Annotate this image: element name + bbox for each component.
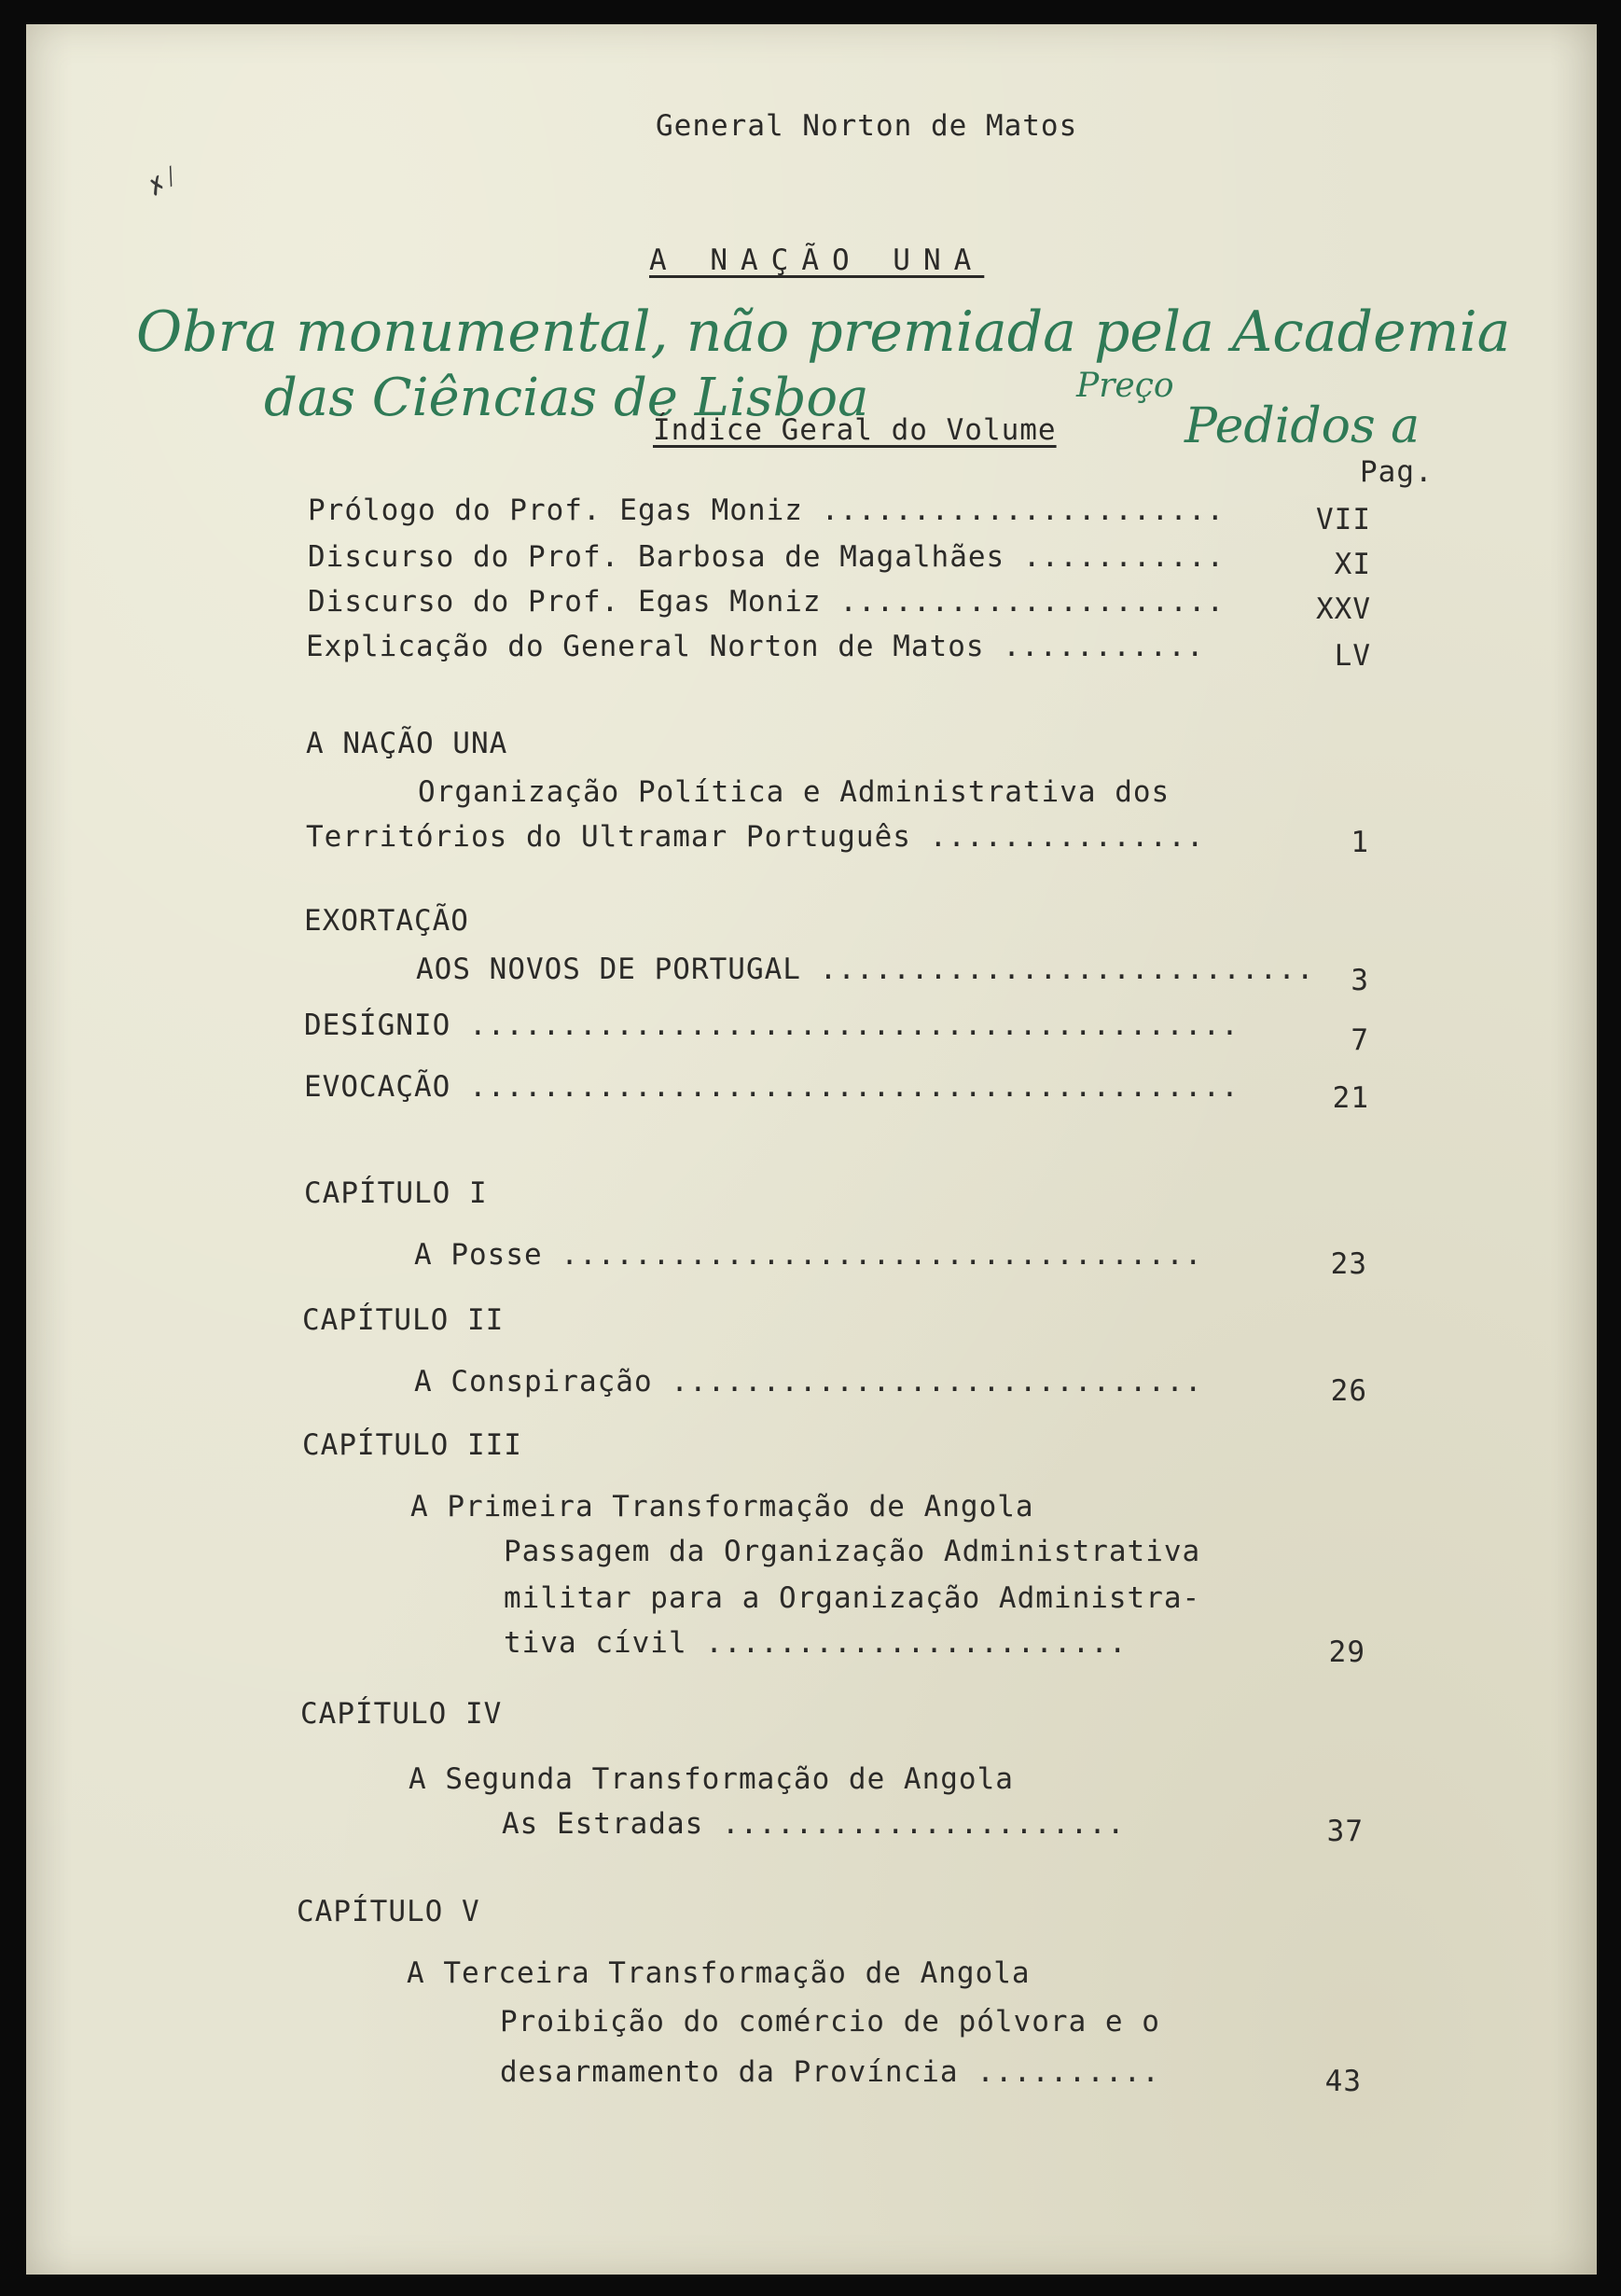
chapter-heading: CAPÍTULO II	[302, 1303, 505, 1337]
chapter-heading: CAPÍTULO IV	[300, 1697, 503, 1731]
chapter-heading: CAPÍTULO I	[304, 1176, 488, 1210]
index-entry-page: 43	[1324, 2065, 1362, 2098]
index-entry-page: VII	[1316, 503, 1371, 536]
index-entry-text: As Estradas ......................	[502, 1807, 1126, 1841]
index-entry-text: DESÍGNIO ..........................................	[304, 1009, 1240, 1042]
index-entry-text: militar para a Organização Administra-	[504, 1581, 1201, 1615]
index-entry-text: A Posse ...................................	[414, 1238, 1203, 1272]
handwritten-note-line2: das Ciências de Lisboa	[264, 368, 869, 428]
index-entry-page: 3	[1351, 964, 1369, 997]
handwritten-note-line1: Obra monumental, não premiada pela Academia	[136, 299, 1511, 365]
index-entry-page: 21	[1332, 1081, 1369, 1115]
index-entry-text: Organização Política e Administrativa dos	[418, 775, 1171, 809]
index-entry-text: Discurso do Prof. Barbosa de Magalhães ...........	[308, 540, 1226, 574]
pencil-mark-icon: ✗⁄	[141, 158, 187, 203]
index-entry-text: tiva cívil .......................	[504, 1626, 1128, 1660]
index-entry-page: LV	[1334, 639, 1371, 673]
section-heading: EXORTAÇÃO	[304, 904, 469, 938]
index-entry-text: A Terceira Transformação de Angola	[407, 1956, 1031, 1990]
index-entry-text: Passagem da Organização Administrativa	[504, 1535, 1201, 1568]
page-column-header: Pag.	[1360, 455, 1434, 489]
index-entry-page: 37	[1326, 1815, 1364, 1848]
index-entry-text: A Primeira Transformação de Angola	[410, 1490, 1034, 1524]
index-entry-text: desarmamento da Província ..........	[500, 2055, 1160, 2089]
author-heading: General Norton de Matos	[656, 109, 1078, 143]
index-title: Índice Geral do Volume	[653, 413, 1057, 447]
index-entry-page: XI	[1334, 548, 1371, 581]
handwritten-note-price: Preço	[1076, 367, 1174, 405]
index-entry-text: A Segunda Transformação de Angola	[409, 1762, 1014, 1796]
chapter-heading: CAPÍTULO III	[302, 1428, 522, 1462]
book-title: A NAÇÃO UNA	[649, 244, 985, 277]
index-entry-text: EVOCAÇÃO ..........................................	[304, 1070, 1240, 1104]
index-entry-page: 29	[1328, 1635, 1365, 1669]
handwritten-note-orders: Pedidos a	[1185, 398, 1420, 454]
index-entry-page: XXV	[1316, 592, 1371, 626]
index-entry-text: Territórios do Ultramar Português ...............	[306, 820, 1205, 854]
document-page	[26, 24, 1597, 2275]
index-entry-page: 7	[1351, 1023, 1369, 1057]
index-entry-text: AOS NOVOS DE PORTUGAL ...........................	[416, 953, 1315, 986]
index-entry-page: 1	[1351, 826, 1369, 859]
index-entry-text: Prólogo do Prof. Egas Moniz ......................	[308, 494, 1226, 527]
chapter-heading: CAPÍTULO V	[297, 1895, 480, 1928]
index-entry-page: 23	[1330, 1247, 1367, 1281]
index-entry-text: Proibição do comércio de pólvora e o	[500, 2005, 1160, 2039]
index-entry-page: 26	[1330, 1374, 1367, 1408]
index-entry-text: Explicação do General Norton de Matos ...........	[306, 630, 1205, 663]
index-entry-text: A Conspiração .............................	[414, 1365, 1203, 1398]
section-heading: A NAÇÃO UNA	[306, 727, 508, 760]
index-entry-text: Discurso do Prof. Egas Moniz .....................	[308, 585, 1226, 619]
